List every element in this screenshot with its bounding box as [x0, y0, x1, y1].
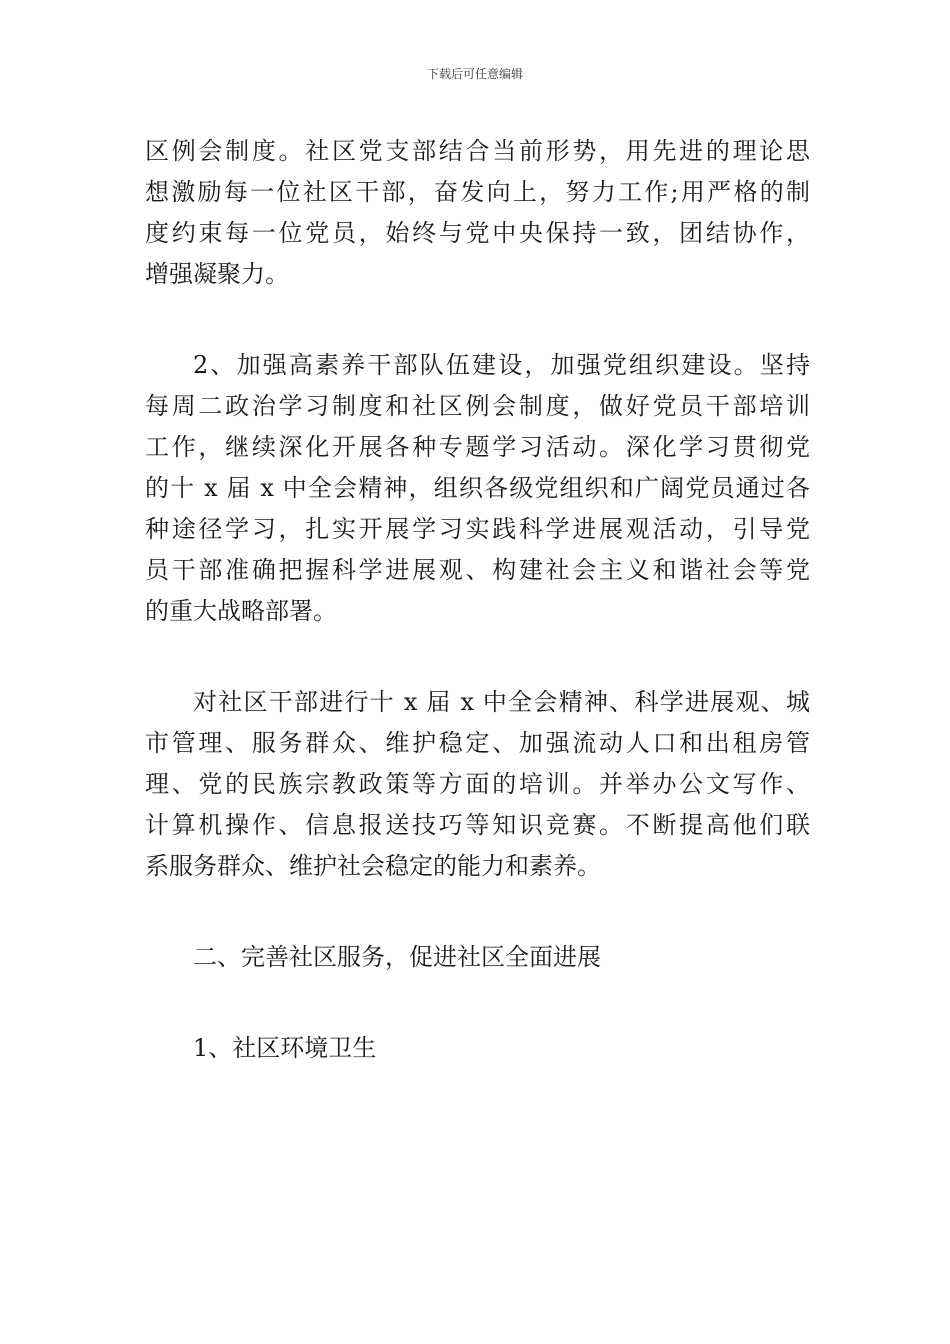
paragraph-line: 对社区干部进行十 x 届 x 中全会精神、科学进展观、城	[193, 688, 810, 716]
paragraph-spacer	[145, 887, 810, 937]
paragraph-training	[145, 682, 810, 887]
paragraph-cadre-building	[145, 345, 810, 632]
paragraph-line: 想激励每一位社区干部，奋发向上，努力工作;用严格的制	[145, 178, 810, 206]
subsection-heading-text: 1、社区环境卫生	[193, 1034, 377, 1062]
page-header-note: 下载后可任意编辑	[426, 67, 523, 81]
paragraph-line: 2、加强高素养干部队伍建设，加强党组织建设。坚持	[193, 351, 810, 379]
paragraph-line: 增强凝聚力。	[145, 260, 289, 288]
paragraph-line: 市管理、服务群众、维护稳定、加强流动人口和出租房管	[145, 729, 810, 757]
subsection-heading	[145, 1028, 810, 1069]
paragraph-line: 度约束每一位党员，始终与党中央保持一致，团结协作，	[145, 219, 810, 247]
paragraph-line: 工作，继续深化开展各种专题学习活动。深化学习贯彻党	[145, 433, 810, 461]
paragraph-spacer	[145, 978, 810, 1028]
paragraph-line: 区例会制度。社区党支部结合当前形势，用先进的理论思	[145, 137, 810, 165]
paragraph-line: 系服务群众、维护社会稳定的能力和素养。	[145, 852, 601, 880]
paragraph-spacer	[145, 295, 810, 345]
document-body	[145, 131, 810, 1069]
paragraph-continuation	[145, 131, 810, 295]
section-heading-text: 二、完善社区服务，促进社区全面进展	[193, 943, 601, 971]
section-heading	[145, 937, 810, 978]
paragraph-line: 的重大战略部署。	[145, 597, 337, 625]
paragraph-line: 每周二政治学习制度和社区例会制度，做好党员干部培训	[145, 392, 810, 420]
paragraph-line: 员干部准确把握科学进展观、构建社会主义和谐社会等党	[145, 556, 810, 584]
paragraph-line: 的十 x 届 x 中全会精神，组织各级党组织和广阔党员通过各	[145, 474, 810, 502]
paragraph-spacer	[145, 632, 810, 682]
paragraph-line: 理、党的民族宗教政策等方面的培训。并举办公文写作、	[145, 770, 810, 798]
paragraph-line: 种途径学习，扎实开展学习实践科学进展观活动，引导党	[145, 515, 810, 543]
paragraph-line: 计算机操作、信息报送技巧等知识竞赛。不断提高他们联	[145, 811, 810, 839]
